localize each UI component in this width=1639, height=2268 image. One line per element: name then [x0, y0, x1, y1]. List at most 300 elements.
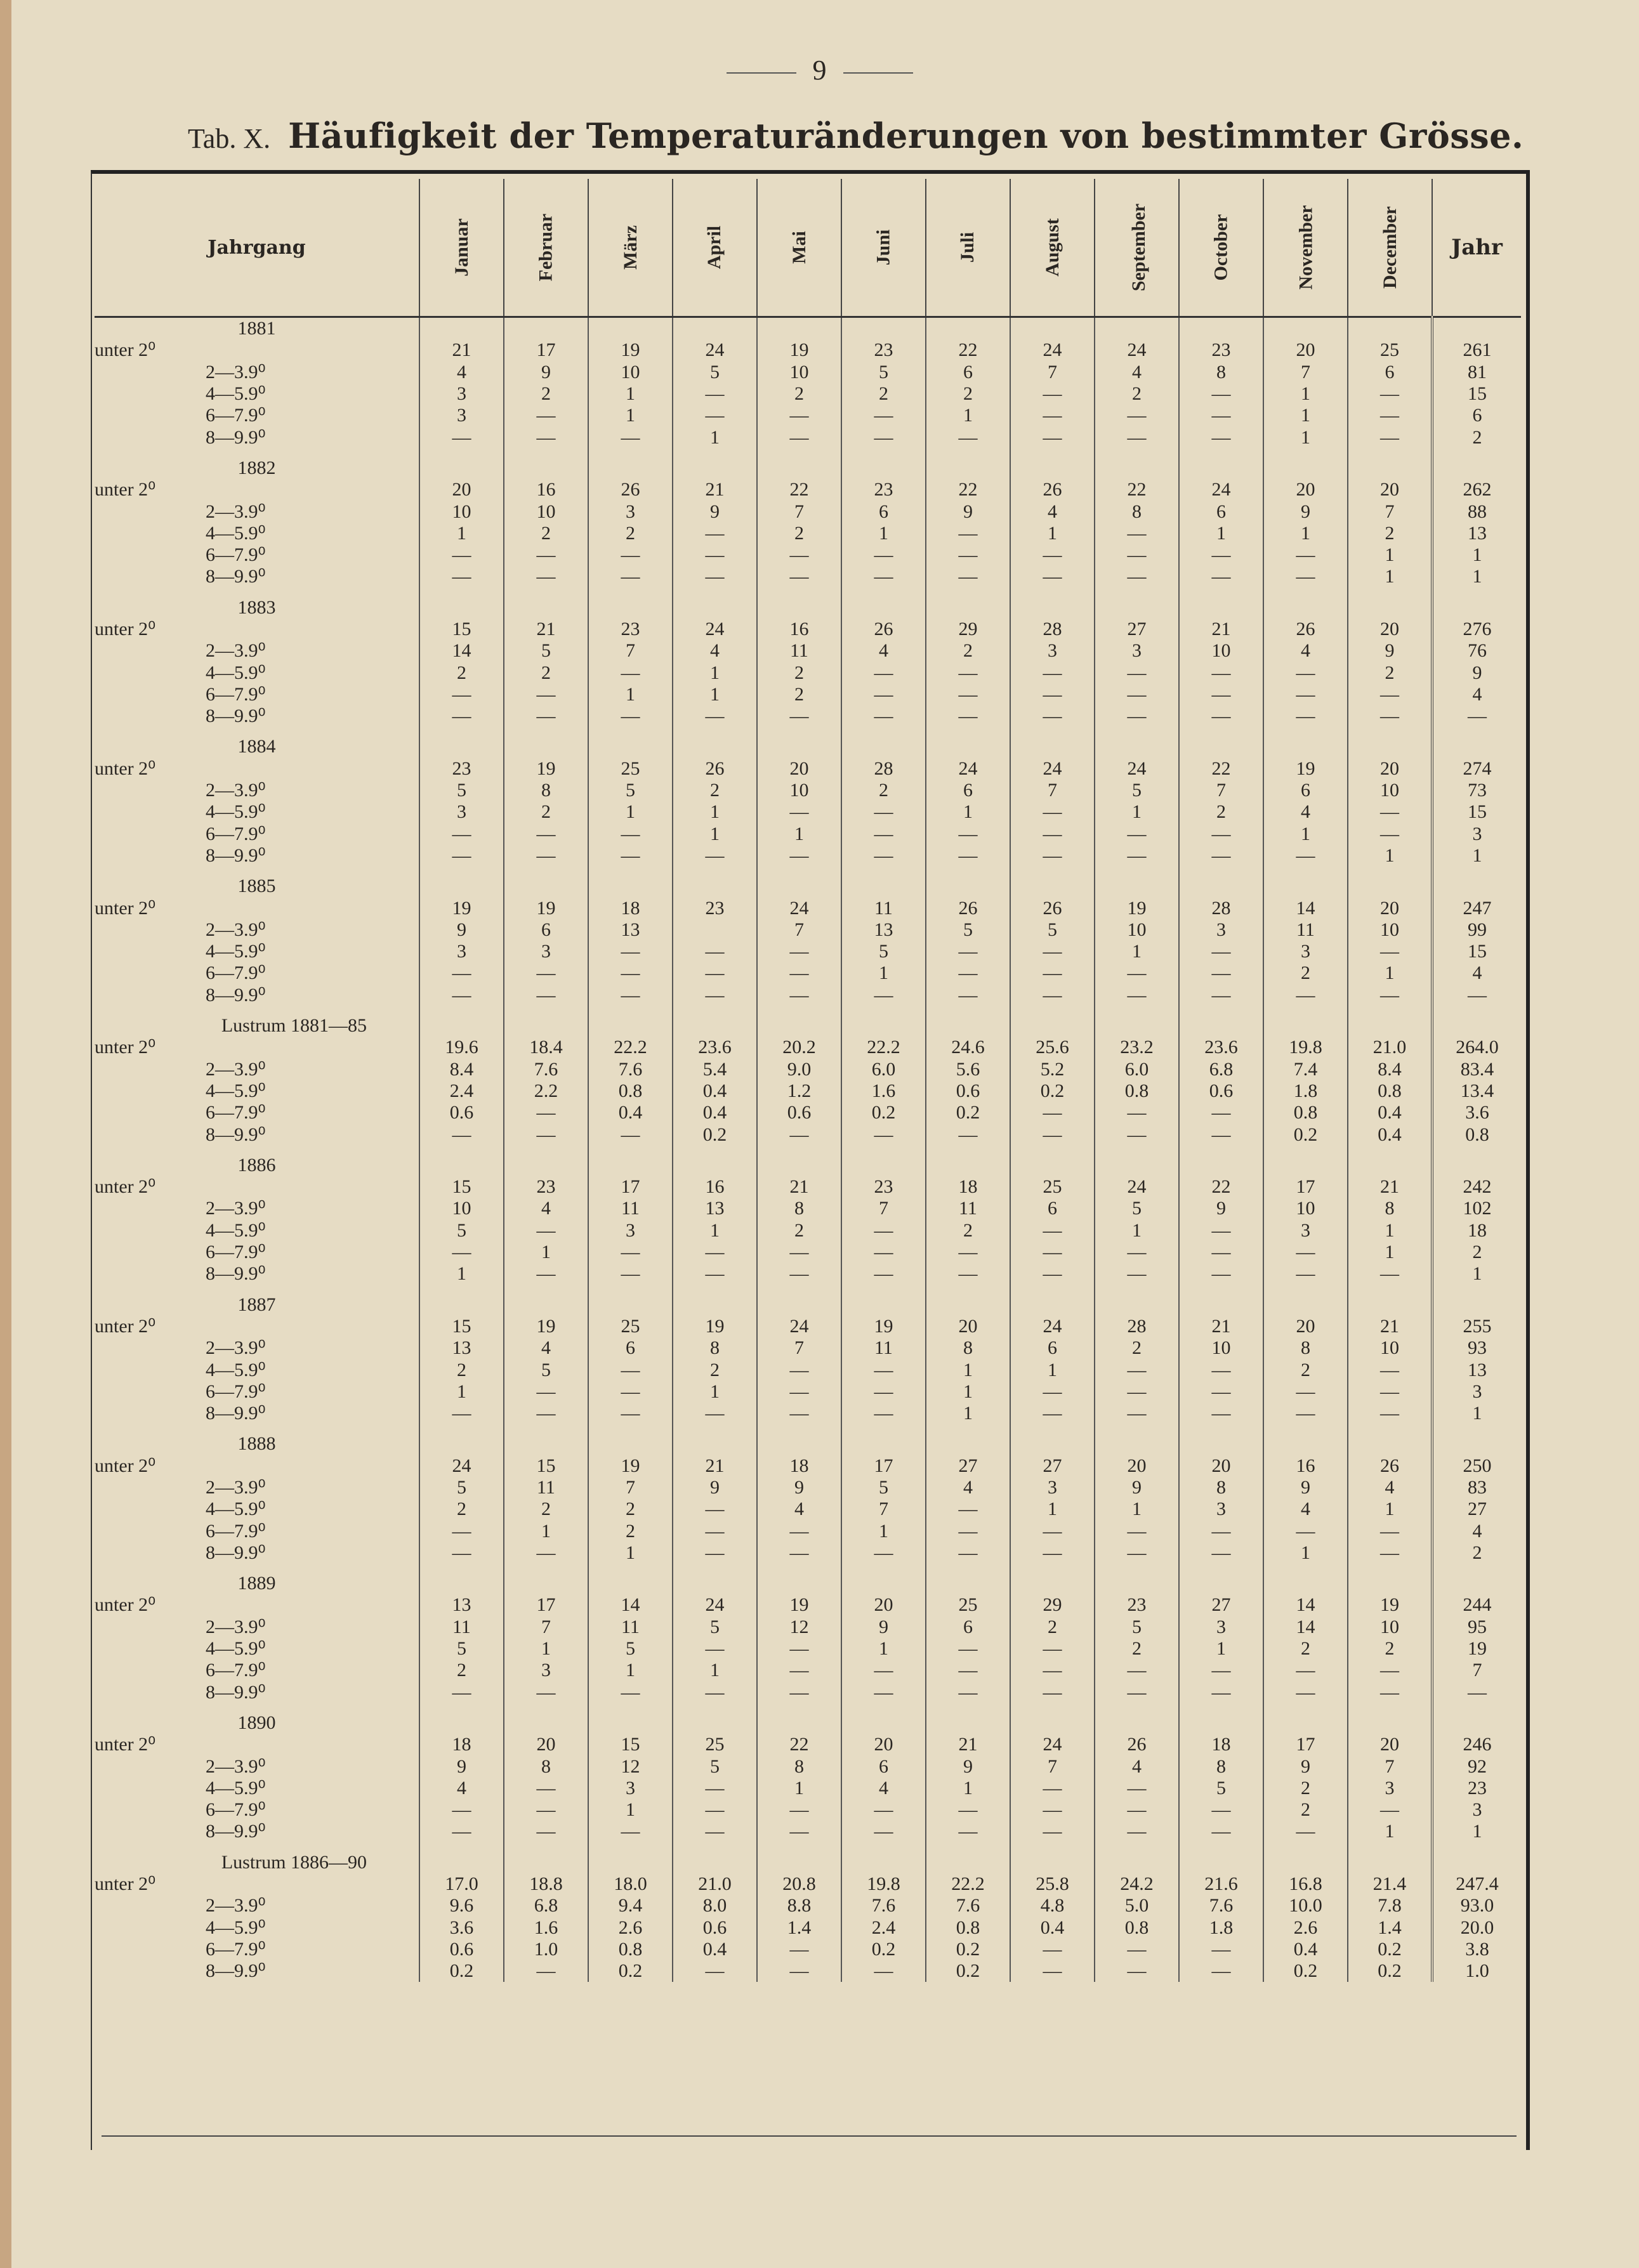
month-value-cell: — [841, 1263, 926, 1285]
month-value-cell: 2 [841, 780, 926, 801]
column-header-month: April [673, 179, 757, 317]
month-value-cell: 1 [419, 523, 504, 544]
month-value-cell: 4 [673, 640, 757, 662]
month-value-cell: 2 [926, 383, 1010, 405]
month-value-cell: — [1010, 1403, 1095, 1424]
month-value-cell: 7.6 [841, 1895, 926, 1917]
spacer-cell [1095, 867, 1179, 875]
month-value-cell: 29 [926, 619, 1010, 640]
month-value-cell: 28 [1179, 897, 1263, 919]
empty-cell [1095, 1015, 1179, 1037]
month-value-cell: — [1179, 1263, 1263, 1285]
row-label: 2—3.9⁰ [206, 501, 266, 522]
month-value-cell: 22.2 [926, 1873, 1010, 1895]
year-total-cell: 13 [1432, 1359, 1521, 1380]
empty-cell [926, 1433, 1010, 1455]
month-value-cell: — [1095, 405, 1179, 426]
month-value-cell: 8 [1263, 1337, 1348, 1359]
month-value-cell: 6 [841, 501, 926, 522]
spacer-cell [673, 588, 757, 597]
month-value-cell: 3 [588, 1778, 673, 1799]
month-value-cell: — [419, 1682, 504, 1703]
month-value-cell: — [419, 1403, 504, 1424]
month-value-cell: — [504, 1124, 588, 1145]
empty-cell [419, 1015, 504, 1037]
table-row [95, 1220, 1521, 1242]
month-value-cell: 8 [757, 1198, 841, 1219]
empty-cell [1179, 1015, 1263, 1037]
month-value-cell: — [419, 1520, 504, 1542]
month-value-cell: 5.6 [926, 1059, 1010, 1080]
month-value-cell: 2 [504, 801, 588, 823]
empty-cell [504, 1433, 588, 1455]
month-value-cell: 11 [588, 1616, 673, 1638]
spacer-cell [419, 1006, 504, 1015]
month-value-cell: 21.0 [1348, 1037, 1432, 1058]
month-value-cell: — [419, 566, 504, 587]
month-value-cell: — [673, 383, 757, 405]
month-value-cell: 2 [1095, 1638, 1179, 1660]
empty-cell [1010, 1852, 1095, 1873]
month-value-cell: 18.4 [504, 1037, 588, 1058]
month-value-cell: — [504, 566, 588, 587]
month-value-cell: 23 [1179, 339, 1263, 361]
month-value-cell: 21 [926, 1734, 1010, 1755]
spacer-cell [1432, 588, 1521, 597]
month-value-cell: 1 [926, 405, 1010, 426]
month-value-cell: — [1095, 985, 1179, 1006]
month-value-cell: — [673, 941, 757, 962]
month-value-cell: 24 [1010, 758, 1095, 780]
month-value-cell: 21.4 [1348, 1873, 1432, 1895]
month-value-cell: 19 [1348, 1594, 1432, 1616]
month-value-cell: 24 [926, 758, 1010, 780]
spacer-cell [588, 1564, 673, 1573]
month-value-cell: 1 [1348, 1498, 1432, 1520]
empty-cell [673, 1573, 757, 1594]
month-value-cell: — [1348, 801, 1432, 823]
empty-cell [419, 1712, 504, 1734]
table-row [95, 941, 1521, 962]
row-label: 8—9.9⁰ [206, 1542, 266, 1563]
month-value-cell: 10.0 [1263, 1895, 1348, 1917]
month-value-cell: 3 [419, 801, 504, 823]
month-value-cell: 0.2 [926, 1939, 1010, 1960]
spacer-cell [1263, 867, 1348, 875]
month-value-cell: — [419, 962, 504, 984]
month-value-cell: 19.8 [841, 1873, 926, 1895]
month-value-cell: 20 [1263, 1316, 1348, 1337]
empty-cell [504, 1015, 588, 1037]
row-label: 6—7.9⁰ [206, 1938, 266, 1960]
year-total-cell: 6 [1432, 405, 1521, 426]
month-value-cell: 9 [1179, 1198, 1263, 1219]
month-value-cell: 1 [1263, 383, 1348, 405]
month-value-cell: 2.6 [588, 1917, 673, 1938]
spacer-cell [95, 1006, 419, 1015]
month-value-cell: — [504, 1799, 588, 1821]
spacer-cell [588, 1006, 673, 1015]
month-value-cell: 24 [1095, 758, 1179, 780]
month-value-cell: — [1263, 985, 1348, 1006]
spacer-cell [504, 1564, 588, 1573]
month-value-cell: 20 [757, 758, 841, 780]
month-value-cell: 0.8 [588, 1080, 673, 1102]
month-value-cell: — [1263, 566, 1348, 587]
month-value-cell: 2 [757, 662, 841, 683]
month-value-cell: — [926, 1821, 1010, 1842]
month-value-cell: — [757, 1939, 841, 1960]
year-total-cell: 274 [1432, 758, 1521, 780]
month-value-cell: 1 [1179, 523, 1263, 544]
empty-cell [504, 875, 588, 897]
empty-cell [1263, 1573, 1348, 1594]
empty-cell [757, 457, 841, 479]
spacer-cell [504, 1285, 588, 1294]
table-row [95, 619, 1521, 640]
month-value-cell: — [504, 962, 588, 984]
month-value-cell: 25 [1348, 339, 1432, 361]
month-value-cell: 18.0 [588, 1873, 673, 1895]
table-row [95, 1359, 1521, 1380]
month-value-cell: — [841, 544, 926, 566]
group-label: 1883 [237, 596, 276, 618]
spacer-cell [926, 1146, 1010, 1155]
month-value-cell: 20 [1348, 479, 1432, 501]
spacer-cell [419, 867, 504, 875]
month-value-cell: 26 [1010, 897, 1095, 919]
month-value-cell: — [1263, 684, 1348, 705]
spacer-cell [673, 1146, 757, 1155]
month-value-cell: 2 [926, 640, 1010, 662]
spacer-cell [1179, 727, 1263, 736]
spacer-cell [1179, 1146, 1263, 1155]
empty-cell [1348, 1433, 1432, 1455]
month-value-cell: — [757, 1960, 841, 1982]
group-header-row [95, 1573, 1521, 1594]
month-value-cell: — [1010, 1638, 1095, 1660]
table-row [95, 823, 1521, 845]
month-value-cell: 17.0 [419, 1873, 504, 1895]
row-label: 4—5.9⁰ [206, 1638, 266, 1660]
month-value-cell: — [504, 1403, 588, 1424]
month-value-cell: — [673, 1960, 757, 1982]
empty-cell [588, 736, 673, 757]
table-title [188, 115, 1524, 156]
month-value-cell: 4 [1010, 501, 1095, 522]
month-value-cell: 1.6 [504, 1917, 588, 1938]
month-value-cell: 2 [757, 523, 841, 544]
month-value-cell: — [926, 544, 1010, 566]
month-value-cell: — [1179, 1102, 1263, 1124]
row-label: 2—3.9⁰ [206, 780, 266, 801]
month-value-cell: — [926, 566, 1010, 587]
month-value-cell: 5 [588, 780, 673, 801]
month-value-cell: 10 [1095, 919, 1179, 941]
month-value-cell: — [1179, 1242, 1263, 1263]
month-value-cell: 9 [1348, 640, 1432, 662]
empty-cell [419, 597, 504, 619]
empty-cell [588, 317, 673, 340]
spacer-cell [1095, 588, 1179, 597]
month-value-cell: 6 [926, 362, 1010, 383]
month-value-cell: — [504, 405, 588, 426]
table-row [95, 1734, 1521, 1755]
month-value-cell: — [504, 1821, 588, 1842]
month-value-cell: 0.4 [673, 1939, 757, 1960]
row-label: 2—3.9⁰ [206, 1198, 266, 1219]
spacer-cell [1179, 1424, 1263, 1433]
month-value-cell: 24 [1095, 1176, 1179, 1198]
empty-cell [1010, 457, 1095, 479]
empty-cell [504, 736, 588, 757]
row-label: 6—7.9⁰ [206, 823, 266, 844]
month-value-cell: 18 [588, 897, 673, 919]
month-value-cell: — [504, 985, 588, 1006]
month-value-cell: 9 [504, 362, 588, 383]
spacer-cell [673, 1564, 757, 1573]
month-value-cell: 3 [588, 501, 673, 522]
group-spacer [95, 1006, 1521, 1015]
month-value-cell: — [1010, 705, 1095, 727]
month-value-cell: 8 [1179, 1477, 1263, 1498]
month-value-cell: 2 [1263, 1638, 1348, 1660]
spacer-cell [95, 727, 419, 736]
month-value-cell: 19 [757, 1594, 841, 1616]
month-value-cell: 0.2 [926, 1960, 1010, 1982]
month-value-cell: — [1179, 1682, 1263, 1703]
month-value-cell: 1 [926, 1359, 1010, 1380]
month-value-cell: — [1348, 1660, 1432, 1681]
year-total-cell: 9 [1432, 662, 1521, 683]
month-value-cell: 16 [673, 1176, 757, 1198]
month-value-cell: 12 [757, 1616, 841, 1638]
spacer-cell [1348, 1843, 1432, 1852]
month-value-cell: — [757, 544, 841, 566]
month-value-cell: — [1095, 523, 1179, 544]
month-value-cell: 1 [673, 684, 757, 705]
month-value-cell: — [841, 1381, 926, 1403]
spacer-cell [841, 1285, 926, 1294]
month-value-cell: 3 [1010, 640, 1095, 662]
empty-cell [1179, 1712, 1263, 1734]
table-row [95, 1799, 1521, 1821]
empty-cell [1432, 1155, 1521, 1176]
month-value-cell: 25.8 [1010, 1873, 1095, 1895]
empty-cell [1095, 457, 1179, 479]
month-value-cell: 4 [419, 362, 504, 383]
month-value-cell: — [1010, 962, 1095, 984]
month-value-cell: 26 [588, 479, 673, 501]
month-value-cell: 0.2 [926, 1102, 1010, 1124]
month-value-cell: — [1348, 1381, 1432, 1403]
month-value-cell: 6 [1179, 501, 1263, 522]
month-value-cell: — [673, 1638, 757, 1660]
month-value-cell: 0.4 [1348, 1124, 1432, 1145]
spacer-cell [588, 867, 673, 875]
spacer-cell [504, 1146, 588, 1155]
row-label: 6—7.9⁰ [206, 1102, 266, 1124]
spacer-cell [588, 1146, 673, 1155]
month-value-cell: 1 [757, 1778, 841, 1799]
month-value-cell: 1 [1263, 523, 1348, 544]
year-total-cell: 15 [1432, 383, 1521, 405]
month-value-cell: — [841, 1660, 926, 1681]
month-value-cell: 1 [1263, 1542, 1348, 1564]
month-value-cell: — [1263, 705, 1348, 727]
month-value-cell: — [1179, 1821, 1263, 1842]
year-total-cell: 3 [1432, 1799, 1521, 1821]
month-value-cell: — [841, 1682, 926, 1703]
row-label: 2—3.9⁰ [206, 1616, 266, 1637]
empty-cell [926, 457, 1010, 479]
empty-cell [1179, 1294, 1263, 1315]
month-value-cell: 1.8 [1263, 1080, 1348, 1102]
table-row [95, 566, 1521, 587]
empty-cell [1010, 736, 1095, 757]
spacer-cell [95, 1424, 419, 1433]
month-value-cell: — [588, 823, 673, 845]
month-value-cell: — [757, 1359, 841, 1380]
month-value-cell: 23.6 [1179, 1037, 1263, 1058]
empty-cell [841, 1573, 926, 1594]
month-value-cell: 19 [841, 1316, 926, 1337]
header-row [95, 179, 1521, 317]
month-value-cell: 1 [1348, 1242, 1432, 1263]
year-total-cell: 3 [1432, 823, 1521, 845]
empty-cell [504, 317, 588, 340]
spacer-cell [1010, 867, 1095, 875]
month-value-cell: 1 [1179, 1638, 1263, 1660]
empty-cell [1095, 1433, 1179, 1455]
year-total-cell: 1.0 [1432, 1960, 1521, 1982]
month-value-cell: — [419, 426, 504, 448]
month-value-cell: — [1348, 941, 1432, 962]
spacer-cell [1095, 1006, 1179, 1015]
month-value-cell: — [588, 941, 673, 962]
month-value-cell: — [926, 1799, 1010, 1821]
month-value-cell: 22 [926, 339, 1010, 361]
empty-cell [419, 1294, 504, 1315]
empty-cell [673, 457, 757, 479]
month-value-cell: 1 [504, 1638, 588, 1660]
year-total-cell: 276 [1432, 619, 1521, 640]
table-row [95, 1455, 1521, 1477]
month-value-cell: — [926, 1520, 1010, 1542]
month-value-cell: 22 [1179, 1176, 1263, 1198]
month-value-cell: — [1095, 544, 1179, 566]
month-value-cell: 4 [757, 1498, 841, 1520]
month-value-cell: 21.0 [673, 1873, 757, 1895]
month-value-cell: 2 [504, 1498, 588, 1520]
month-value-cell: 2.4 [841, 1917, 926, 1938]
month-value-cell: 17 [1263, 1734, 1348, 1755]
row-label: 8—9.9⁰ [206, 1960, 266, 1982]
month-value-cell: — [1263, 1660, 1348, 1681]
empty-cell [757, 1712, 841, 1734]
month-value-cell: 6 [1010, 1198, 1095, 1219]
month-value-cell: — [1010, 405, 1095, 426]
month-value-cell: 3 [504, 941, 588, 962]
spacer-cell [504, 727, 588, 736]
month-value-cell: — [1263, 1520, 1348, 1542]
month-value-cell: 1 [841, 523, 926, 544]
month-value-cell: 8.4 [419, 1059, 504, 1080]
month-value-cell: 3 [1179, 919, 1263, 941]
month-value-cell: 14 [1263, 1616, 1348, 1638]
month-value-cell: 3 [1348, 1778, 1432, 1799]
spacer-cell [1432, 1564, 1521, 1573]
year-total-cell: 250 [1432, 1455, 1521, 1477]
month-value-cell: 3 [504, 1660, 588, 1681]
month-value-cell: — [1010, 823, 1095, 845]
month-value-cell: 2 [1095, 1337, 1179, 1359]
spacer-cell [841, 1564, 926, 1573]
month-value-cell: 1 [673, 801, 757, 823]
month-value-cell: 7.6 [1179, 1895, 1263, 1917]
row-label: 4—5.9⁰ [206, 1777, 266, 1799]
spacer-cell [1432, 1146, 1521, 1155]
empty-cell [1432, 597, 1521, 619]
month-value-cell: — [926, 1498, 1010, 1520]
month-value-cell: 7 [1348, 1755, 1432, 1777]
spacer-cell [95, 1146, 419, 1155]
month-value-cell: 19 [588, 339, 673, 361]
spacer-cell [588, 1703, 673, 1712]
month-value-cell: — [1095, 1359, 1179, 1380]
table-row [95, 1059, 1521, 1080]
group-header-row [95, 597, 1521, 619]
month-value-cell: — [1263, 845, 1348, 867]
row-label: 4—5.9⁰ [206, 941, 266, 962]
empty-cell [419, 736, 504, 757]
month-value-cell: — [419, 1242, 504, 1263]
month-value-cell: 2 [673, 1359, 757, 1380]
year-total-cell: 1 [1432, 845, 1521, 867]
month-value-cell: 5 [419, 780, 504, 801]
month-value-cell: — [757, 1242, 841, 1263]
month-value-cell: 1 [926, 1778, 1010, 1799]
table-row [95, 426, 1521, 448]
year-total-cell: 2 [1432, 1242, 1521, 1263]
month-value-cell: — [1179, 662, 1263, 683]
month-value-cell: 2.2 [504, 1080, 588, 1102]
year-total-cell: 18 [1432, 1220, 1521, 1242]
month-value-cell: 4 [841, 640, 926, 662]
month-value-cell: 2 [1179, 801, 1263, 823]
year-total-cell: 13 [1432, 523, 1521, 544]
empty-cell [504, 597, 588, 619]
month-value-cell: — [841, 1124, 926, 1145]
spacer-cell [926, 588, 1010, 597]
month-value-cell: — [1010, 1960, 1095, 1982]
row-label: 4—5.9⁰ [206, 522, 266, 544]
month-value-cell: 6 [926, 1616, 1010, 1638]
empty-cell [1348, 457, 1432, 479]
month-value-cell: 13 [419, 1594, 504, 1616]
month-value-cell: 5 [419, 1638, 504, 1660]
spacer-cell [673, 1843, 757, 1852]
spacer-cell [1432, 867, 1521, 875]
spacer-cell [673, 1424, 757, 1433]
month-value-cell: — [588, 1263, 673, 1285]
empty-cell [1179, 1852, 1263, 1873]
empty-cell [841, 1155, 926, 1176]
row-label: unter 2⁰ [95, 619, 156, 639]
month-value-cell: 2 [1348, 1638, 1432, 1660]
month-value-cell: 4 [841, 1778, 926, 1799]
month-value-cell: — [841, 1799, 926, 1821]
